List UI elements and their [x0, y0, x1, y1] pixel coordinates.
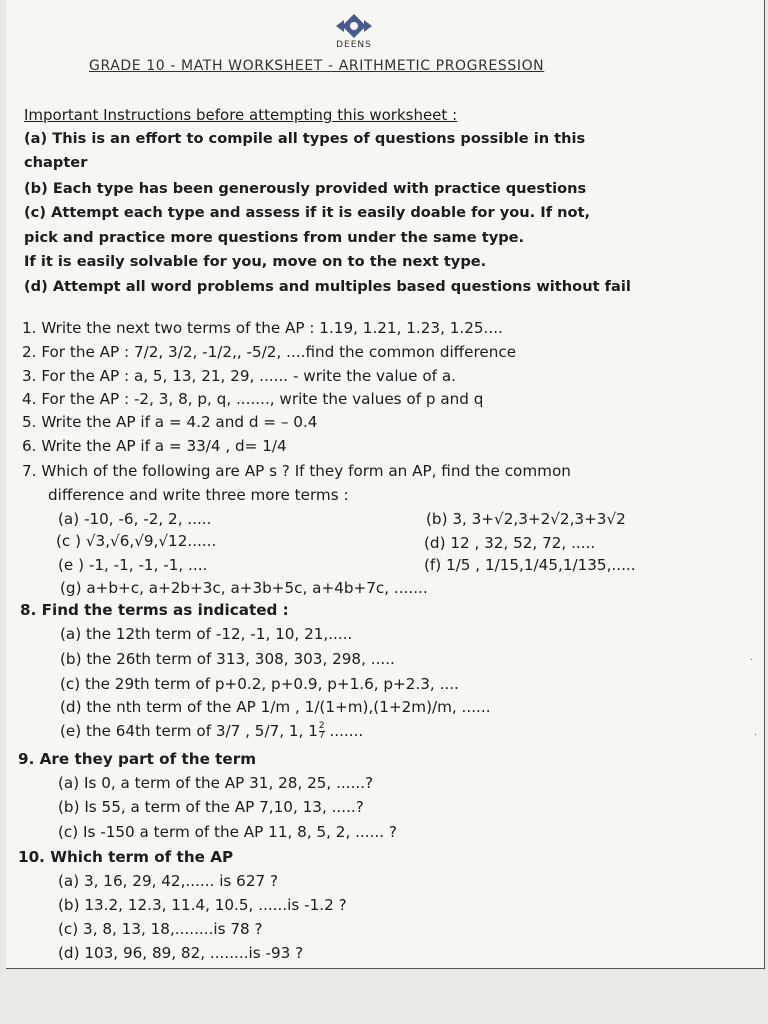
question-9: 9. Are they part of the term — [18, 750, 257, 768]
question-7c: (c ) √3,√6,√9,√12...... — [56, 532, 217, 550]
logo-icon — [324, 12, 384, 42]
worksheet-page — [6, 0, 765, 969]
instruction-line: (d) Attempt all word problems and multiples based questions without fail — [24, 278, 631, 295]
question-9c: (c) Is -150 a term of the AP 11, 8, 5, 2, ...... ? — [58, 823, 397, 841]
instruction-line: (b) Each type has been generously provided with practice questions — [24, 180, 587, 197]
margin-mark: · — [750, 655, 754, 666]
question-8: 8. Find the terms as indicated : — [20, 601, 289, 619]
question-9a: (a) Is 0, a term of the AP 31, 28, 25, ......? — [58, 774, 374, 792]
question-10b: (b) 13.2, 12.3, 11.4, 10.5, ......is -1.2 ? — [58, 896, 347, 914]
question-7e: (e ) -1, -1, -1, -1, .... — [58, 556, 208, 574]
question-9b: (b) Is 55, a term of the AP 7,10, 13, .....? — [58, 798, 364, 816]
question-7a: (a) -10, -6, -2, 2, ..... — [58, 510, 212, 528]
question-7d: (d) 12 , 32, 52, 72, ..... — [424, 534, 596, 552]
question-8d: (d) the nth term of the AP 1/m , 1/(1+m),(1+2m)/m, ...... — [60, 698, 491, 716]
instruction-line: If it is easily solvable for you, move on to the next type. — [24, 253, 487, 270]
question-5: 5. Write the AP if a = 4.2 and d = – 0.4 — [22, 413, 318, 431]
fraction-denominator: 7 — [318, 731, 325, 741]
question-1: 1. Write the next two terms of the AP : 1.19, 1.21, 1.23, 1.25.... — [22, 319, 503, 337]
question-8a: (a) the 12th term of -12, -1, 10, 21,..... — [60, 625, 353, 643]
question-8c: (c) the 29th term of p+0.2, p+0.9, p+1.6, p+2.3, .... — [60, 675, 459, 693]
question-8e-ellipsis: ....... — [324, 722, 364, 740]
school-logo — [324, 12, 384, 56]
instruction-line: (a) This is an effort to compile all types of questions possible in this — [24, 130, 586, 147]
question-7-continued: difference and write three more terms : — [48, 486, 349, 504]
logo-text: DEENS — [336, 40, 372, 50]
question-4: 4. For the AP : -2, 3, 8, p, q, ......., write the values of p and q — [22, 390, 484, 408]
question-8e-text: (e) the 64th term of 3/7 , 5/7, 1, 1 — [60, 722, 318, 740]
instruction-line: pick and practice more questions from under the same type. — [24, 229, 525, 246]
question-10: 10. Which term of the AP — [18, 848, 234, 866]
fraction-numerator: 2 — [318, 721, 325, 731]
question-10d: (d) 103, 96, 89, 82, ........is -93 ? — [58, 944, 304, 962]
worksheet-title: GRADE 10 - MATH WORKSHEET - ARITHMETIC PROGRESSION — [89, 58, 545, 74]
question-7b: (b) 3, 3+√2,3+2√2,3+3√2 — [426, 510, 626, 528]
question-7g: (g) a+b+c, a+2b+3c, a+3b+5c, a+4b+7c, ....... — [60, 579, 428, 597]
question-10c: (c) 3, 8, 13, 18,........is 78 ? — [58, 920, 263, 938]
question-7f: (f) 1/5 , 1/15,1/45,1/135,..... — [424, 556, 636, 574]
instruction-line: (c) Attempt each type and assess if it is easily doable for you. If not, — [24, 204, 591, 221]
instruction-line: chapter — [24, 154, 88, 171]
question-10a: (a) 3, 16, 29, 42,...... is 627 ? — [58, 872, 279, 890]
question-8e — [60, 722, 363, 741]
question-8b: (b) the 26th term of 313, 308, 303, 298, ..... — [60, 650, 395, 668]
question-2: 2. For the AP : 7/2, 3/2, -1/2,, -5/2, ....find the common difference — [22, 343, 517, 361]
question-7: 7. Which of the following are AP s ? If they form an AP, find the common — [22, 462, 571, 480]
margin-mark: · — [754, 730, 758, 741]
question-3: 3. For the AP : a, 5, 13, 21, 29, ...... - write the value of a. — [22, 367, 456, 385]
question-6: 6. Write the AP if a = 33/4 , d= 1/4 — [22, 437, 287, 455]
instructions-heading: Important Instructions before attempting this worksheet : — [24, 106, 458, 124]
